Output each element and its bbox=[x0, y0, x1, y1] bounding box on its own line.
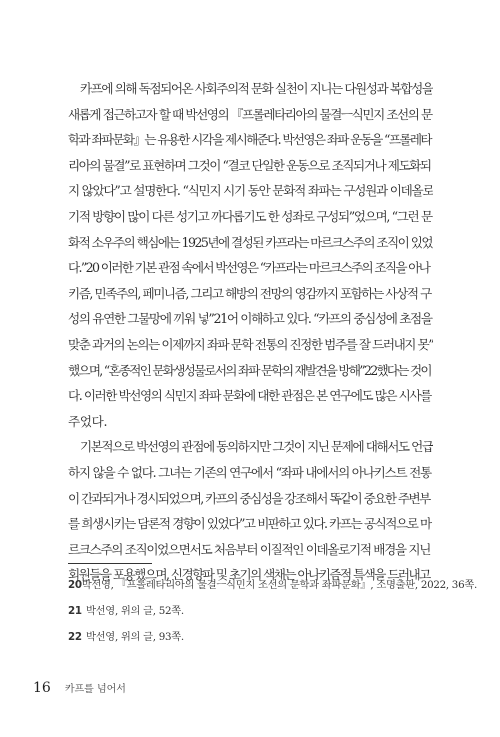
text-line: 키즘, 민족주의, 페미니즘, 그리고 해방의 전망의 영감까지 포함하는 사상적 구 bbox=[68, 285, 431, 301]
footnote bbox=[68, 572, 477, 598]
running-title: 카프를 넘어서 bbox=[64, 684, 126, 695]
page-number: 16 bbox=[33, 680, 51, 696]
footnote-number: 22 bbox=[68, 631, 82, 643]
footnote bbox=[68, 624, 438, 650]
text-line: 지 않았다”고 설명한다. “식민지 시기 동안 문화적 좌파는 구성원과 이데올로 bbox=[68, 183, 433, 199]
text-line: 하지 않을 수 없다. 그녀는 기존의 연구에서 “좌파 내에서의 아나키스트 전통 bbox=[68, 464, 431, 480]
body-text bbox=[68, 76, 433, 588]
text-line: 기본적으로 박선영의 관점에 동의하지만 그것이 지닌 문제에 대해서도 언급 bbox=[80, 439, 433, 455]
text-line: 주었다. bbox=[68, 413, 108, 429]
footnote-divider bbox=[68, 563, 152, 564]
text-line: 를 희생시키는 담론적 경향이 있었다”고 비판하고 있다. 카프는 공식적으로 마 bbox=[68, 516, 431, 532]
footnote-text: 박선영, 위의 글, 52쪽. bbox=[86, 605, 184, 617]
footnotes bbox=[68, 572, 477, 650]
footnote-number: 20 bbox=[68, 579, 82, 591]
text-line: 르크스주의 조직이었으면서도 처음부터 이질적인 이데올로기적 배경을 지닌 bbox=[68, 541, 431, 557]
text-line: 회원들을 포용했으며, 신경향파 및 초기의 색채는 아나키즘적 특색을 드러내고 bbox=[68, 567, 430, 583]
text-line: 맞춘 과거의 논의는 이제까지 좌파 문학 전통의 진정한 범주를 잘 드러내지 못” bbox=[68, 336, 433, 352]
footnote-text: 박선영, 『프롤레타리아의 물결ㅡ식민지 조선의 문학과 좌파문화』, 소명출판, 2022, 36쪽. bbox=[81, 579, 477, 591]
footnote-number: 21 bbox=[68, 605, 82, 617]
page-footer bbox=[33, 680, 126, 696]
text-line: 학과 좌파문화』는 유용한 시각을 제시해준다. 박선영은 좌파 운동을 “프롤레타 bbox=[68, 132, 431, 148]
text-line: 새롭게 접근하고자 할 때 박선영의 『프롤레타리아의 물결ㅡ식민지 조선의 문 bbox=[68, 106, 432, 122]
text-line: 화적 소우주의 핵심에는 1925년에 결성된 카프라는 마르크스주의 조직이 있었 bbox=[68, 234, 432, 250]
text-line: 다. 이러한 박선영의 식민지 좌파 문화에 대한 관점은 본 연구에도 많은 시사를 bbox=[68, 388, 431, 404]
text-line: 했으며, “혼종적인 문화생성물로서의 좌파 문학의 재발견을 방해”22했다는 것이 bbox=[68, 362, 431, 378]
footnote bbox=[68, 598, 438, 624]
text-line: 기적 방향이 많이 다른 성기고 까다롭기도 한 성좌로 구성되”었으며, “그런 문 bbox=[68, 208, 432, 224]
text-line: 성의 유연한 그물망에 끼워 넣”21어 이해하고 있다. “카프의 중심성에 초점을 bbox=[68, 311, 432, 327]
text-line: 다.”20 이러한 기본 관점 속에서 박선영은 “카프라는 마르크스주의 조직을 아나 bbox=[68, 260, 430, 276]
text-line: 카프에 의해 독점되어온 사회주의적 문화 실천이 지니는 다원성과 복합성을 bbox=[80, 81, 433, 96]
text-line: 리아의 물결”로 표현하며 그것이 “결코 단일한 운동으로 조직되거나 제도화되 bbox=[68, 157, 431, 173]
text-line: 이 간과되거나 경시되었으며, 카프의 중심성을 강조해서 똑같이 중요한 주변부 bbox=[68, 490, 430, 506]
footnote-text: 박선영, 위의 글, 93쪽. bbox=[86, 631, 184, 643]
